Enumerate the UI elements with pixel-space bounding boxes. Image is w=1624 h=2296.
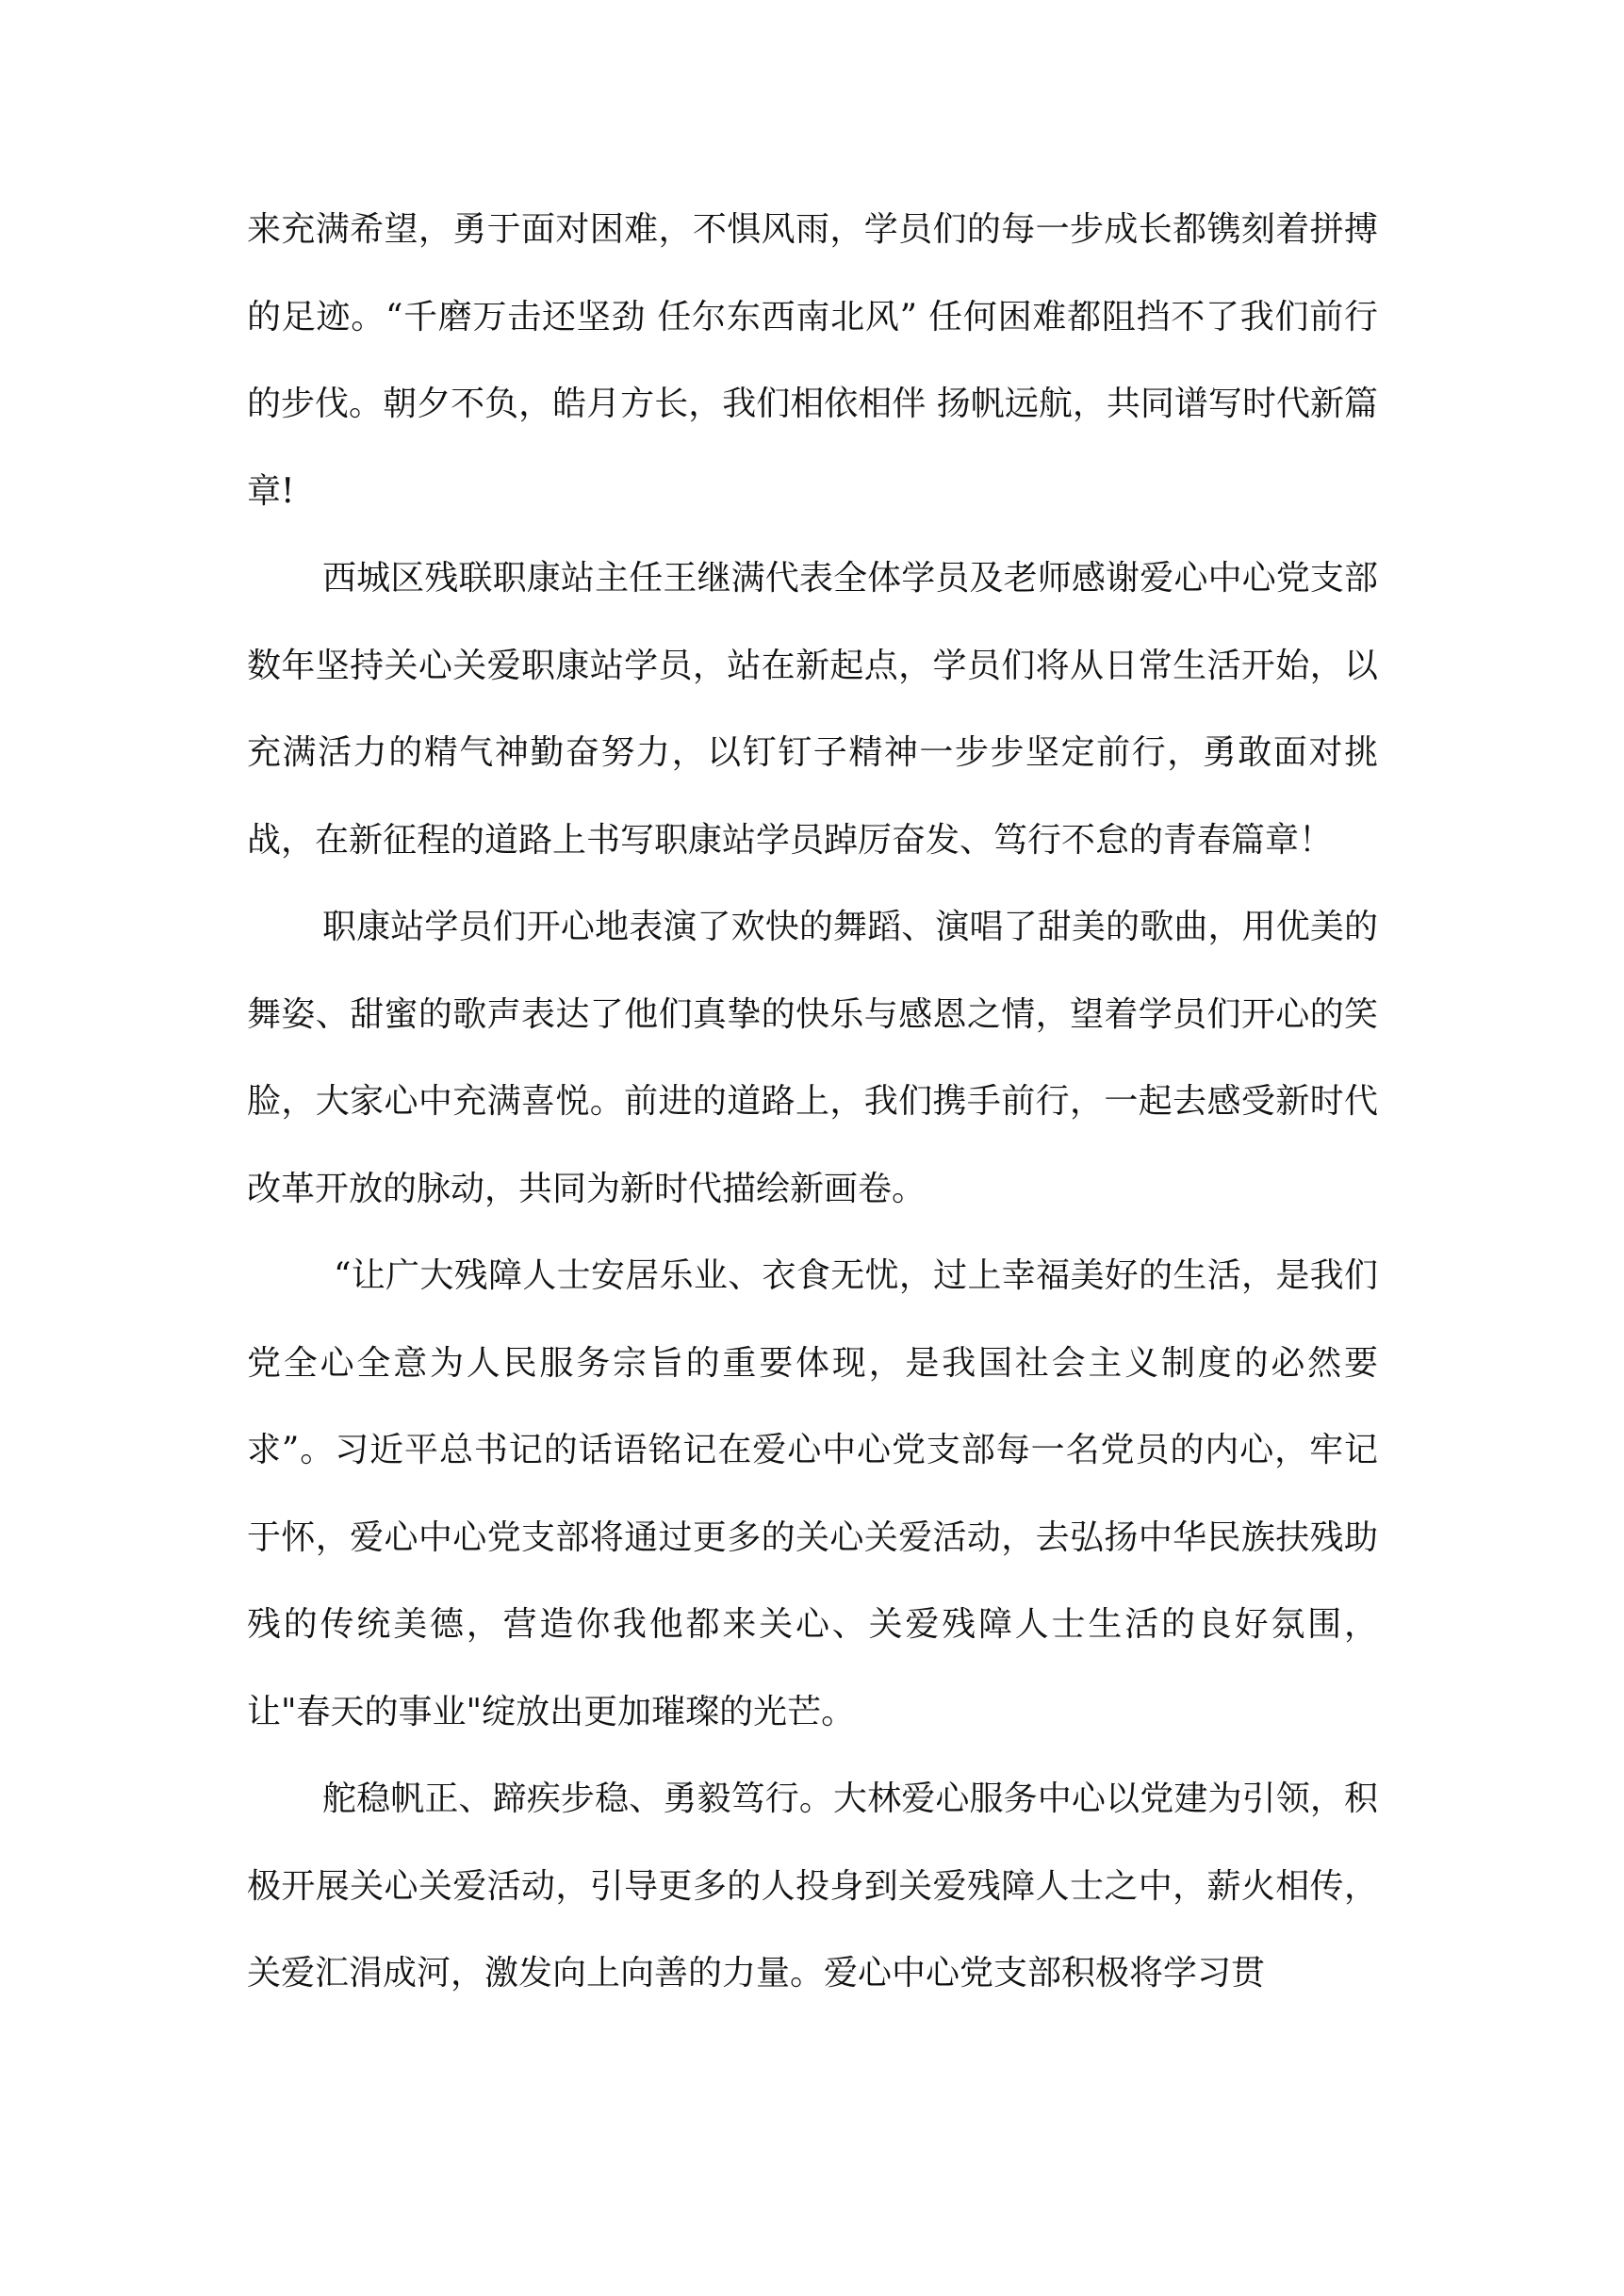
paragraph-party-branch: 舵稳帆正、蹄疾步稳、勇毅笃行。大林爱心服务中心以党建为引领，积极开展关心关爱活动，引导更多的人投身到关爱残障人士之中，薪火相传，关爱汇涓成河，激发向上向善的力量。爱心中心党支部积极将学习贯 xyxy=(247,1779,1378,1993)
document-body xyxy=(247,187,1378,2018)
paragraph-continuation: 来充满希望，勇于面对困难，不惧风雨，学员们的每一步成长都镌刻着拼搏的足迹。“千磨万击还坚劲 任尔东西南北风” 任何困难都阻挡不了我们前行的步伐。朝夕不负，皓月方长，我们相依相伴 扬帆远航，共同谱写时代新篇章! xyxy=(247,210,1378,511)
paragraph-station-director: 西城区残联职康站主任王继满代表全体学员及老师感谢爱心中心党支部数年坚持关心关爱职康站学员，站在新起点，学员们将从日常生活开始，以充满活力的精气神勤奋努力，以钉钉子精神一步步坚定前行，勇敢面对挑战，在新征程的道路上书写职康站学员踔厉奋发、笃行不怠的青春篇章！ xyxy=(247,559,1378,860)
paragraph-quote: “让广大残障人士安居乐业、衣食无忧，过上幸福美好的生活，是我们党全心全意为人民服务宗旨的重要体现，是我国社会主义制度的必然要求”。习近平总书记的话语铭记在爱心中心党支部每一名党员的内心，牢记于怀，爱心中心党支部将通过更多的关心关爱活动，去弘扬中华民族扶残助残的传统美德，营造你我他都来关心、关爱残障人士生活的良好氛围，让"春天的事业"绽放出更加璀璨的光芒。 xyxy=(247,1256,1378,1731)
paragraph-performance: 职康站学员们开心地表演了欢快的舞蹈、演唱了甜美的歌曲，用优美的舞姿、甜蜜的歌声表达了他们真挚的快乐与感恩之情，望着学员们开心的笑脸，大家心中充满喜悦。前进的道路上，我们携手前行，一起去感受新时代改革开放的脉动，共同为新时代描绘新画卷。 xyxy=(247,908,1378,1208)
